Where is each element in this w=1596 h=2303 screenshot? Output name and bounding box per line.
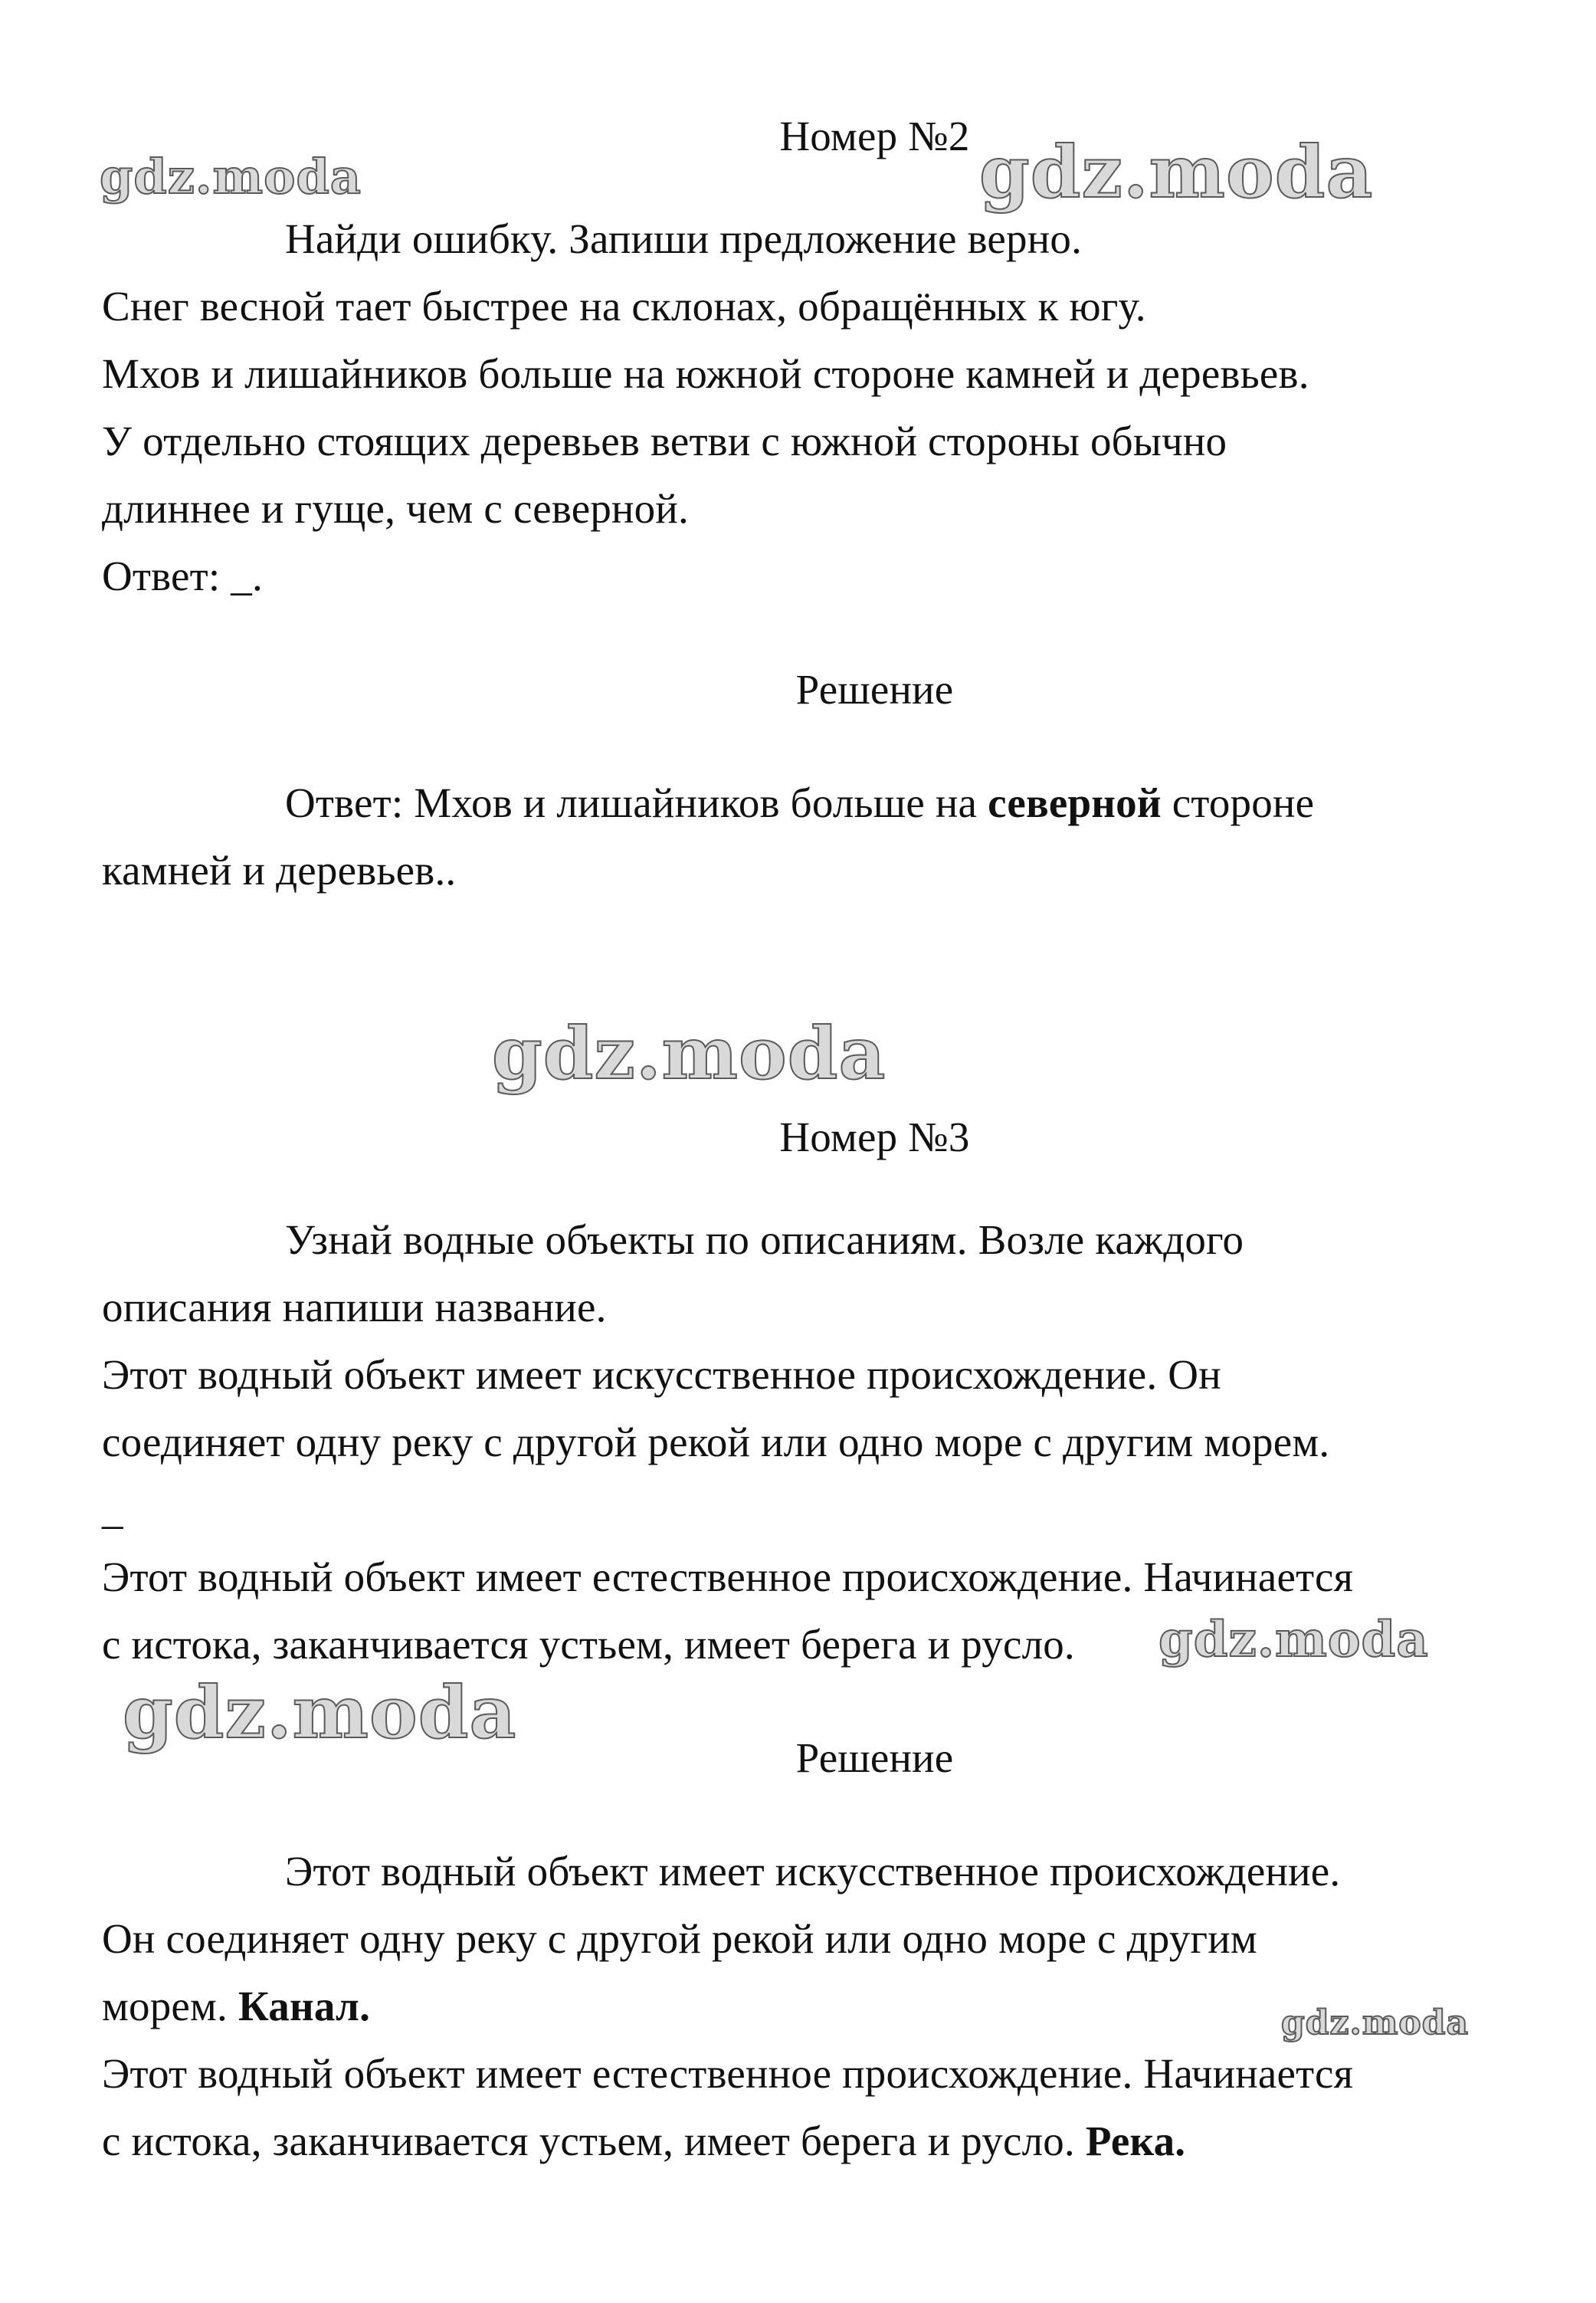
task2-solution-line: [285, 779, 1314, 828]
task3-solution-heading: Решение: [795, 1734, 954, 1781]
task3-description-line: Этот водный объект имеет естественное происхождение. Начинается: [102, 1553, 1354, 1600]
watermark-logo: gdz.moda: [1281, 2003, 1470, 2042]
task2-statement-line: длиннее и гуще, чем с северной.: [102, 485, 689, 532]
task2-solution-heading: Решение: [795, 666, 954, 713]
task3-description-line: соединяет одну реку с другой рекой или одно море с другим морем.: [102, 1419, 1330, 1465]
task3-solution-line: Он соединяет одну реку с другой рекой или одно море с другим: [102, 1915, 1257, 1962]
task3-solution-text: с истока, заканчивается устьем, имеет берега и русло.: [102, 2118, 1086, 2164]
task2-statement-line: Снег весной тает быстрее на склонах, обращённых к югу.: [102, 283, 1146, 330]
task3-answer-blank: _: [102, 1486, 123, 1533]
task3-solution-text: морем.: [102, 1983, 238, 2029]
task2-heading: Номер №2: [779, 113, 970, 159]
watermark-logo: gdz.moda: [492, 1012, 886, 1096]
task3-solution-line: Этот водный объект имеет естественное происхождение. Начинается: [102, 2050, 1354, 2097]
task3-solution-answer: Река.: [1085, 2118, 1186, 2164]
task2-prompt: Найди ошибку. Запиши предложение верно.: [285, 215, 1083, 262]
task2-solution-keyword: северной: [988, 779, 1162, 826]
watermark-logo: gdz.moda: [1158, 1611, 1429, 1668]
task3-description-line: с истока, заканчивается устьем, имеет берега и русло.: [102, 1621, 1075, 1668]
task3-solution-answer: Канал.: [238, 1983, 371, 2029]
task3-solution-line: [102, 1982, 370, 2031]
task2-answer-blank: Ответ: _.: [102, 553, 263, 599]
task2-solution-line: камней и деревьев..: [102, 847, 457, 894]
task2-statement-line: У отдельно стоящих деревьев ветви с южной стороны обычно: [102, 418, 1227, 464]
task3-solution-line: [102, 2117, 1185, 2166]
task3-prompt: Узнай водные объекты по описаниям. Возле каждого: [285, 1216, 1244, 1263]
watermark-logo: gdz.moda: [123, 1671, 517, 1755]
task3-prompt: описания напиши название.: [102, 1284, 607, 1330]
task2-statement-line: Мхов и лишайников больше на южной стороне камней и деревьев.: [102, 350, 1309, 397]
task3-solution-line: Этот водный объект имеет искусственное происхождение.: [285, 1848, 1341, 1895]
task2-solution-text: стороне: [1161, 779, 1315, 826]
task2-solution-text: Ответ: Мхов и лишайников больше на: [285, 779, 988, 826]
task3-description-line: Этот водный объект имеет искусственное происхождение. Он: [102, 1351, 1221, 1398]
watermark-logo: gdz.moda: [979, 130, 1374, 215]
task3-heading: Номер №3: [779, 1114, 970, 1160]
watermark-logo: gdz.moda: [100, 149, 362, 205]
